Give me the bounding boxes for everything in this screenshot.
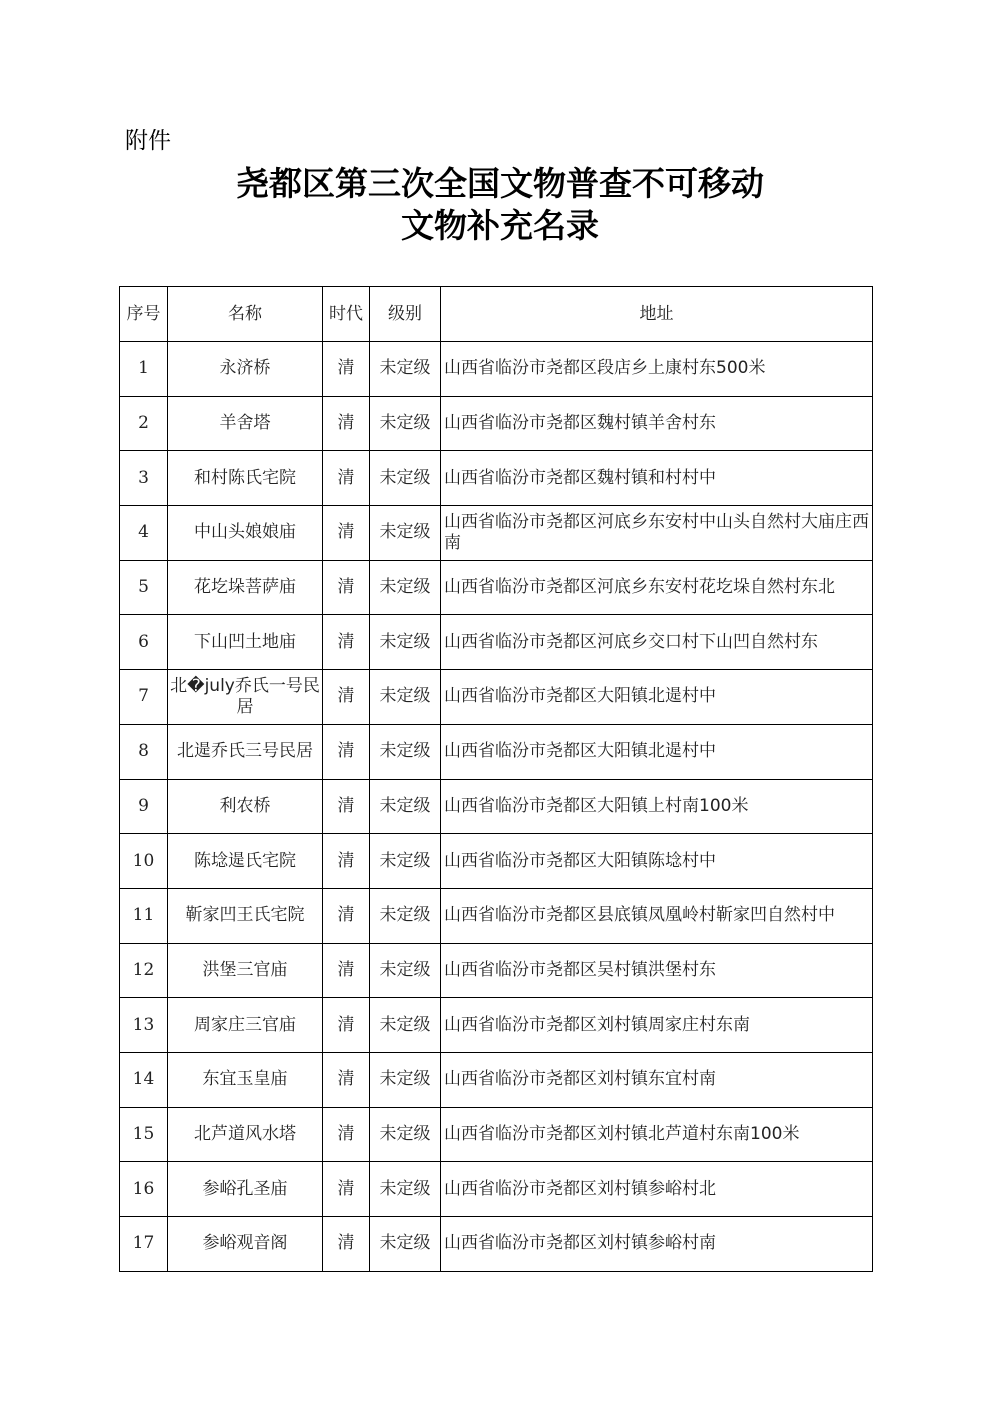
table-cell-name: 花圪垛菩萨庙 bbox=[168, 560, 323, 615]
table-row bbox=[120, 506, 873, 561]
title-line-2: 文物补充名录 bbox=[401, 206, 599, 245]
header-name: 名称 bbox=[168, 287, 323, 342]
table-cell-level: 未定级 bbox=[370, 779, 441, 834]
table-cell-address: 山西省临汾市尧都区县底镇凤凰岭村靳家凹自然村中 bbox=[441, 888, 873, 943]
table-cell-name: 中山头娘娘庙 bbox=[168, 506, 323, 561]
title-line-1: 尧都区第三次全国文物普查不可移动 bbox=[236, 164, 764, 203]
table-cell-index: 16 bbox=[120, 1162, 168, 1217]
table-cell-era: 清 bbox=[323, 834, 370, 889]
table-cell-era: 清 bbox=[323, 1217, 370, 1272]
table-cell-address: 山西省临汾市尧都区大阳镇北遈村中 bbox=[441, 724, 873, 779]
table-cell-level: 未定级 bbox=[370, 396, 441, 451]
table-cell-level: 未定级 bbox=[370, 888, 441, 943]
table-row bbox=[120, 724, 873, 779]
table-cell-level: 未定级 bbox=[370, 506, 441, 561]
table-cell-index: 9 bbox=[120, 779, 168, 834]
table-cell-name: 陈埝遈氏宅院 bbox=[168, 834, 323, 889]
table-cell-name: 洪堡三官庙 bbox=[168, 943, 323, 998]
table-cell-address: 山西省临汾市尧都区大阳镇上村南100米 bbox=[441, 779, 873, 834]
table-header-row bbox=[120, 287, 873, 342]
table-cell-name: 下山凹土地庙 bbox=[168, 615, 323, 670]
header-era: 时代 bbox=[323, 287, 370, 342]
table-cell-address: 山西省临汾市尧都区刘村镇北芦道村东南100米 bbox=[441, 1107, 873, 1162]
table-cell-era: 清 bbox=[323, 724, 370, 779]
table-cell-level: 未定级 bbox=[370, 1217, 441, 1272]
table-row bbox=[120, 615, 873, 670]
table-cell-address: 山西省临汾市尧都区段店乡上康村东500米 bbox=[441, 342, 873, 397]
table-cell-level: 未定级 bbox=[370, 560, 441, 615]
table-cell-name: 参峪孔圣庙 bbox=[168, 1162, 323, 1217]
table-cell-address: 山西省临汾市尧都区魏村镇羊舍村东 bbox=[441, 396, 873, 451]
table-cell-index: 17 bbox=[120, 1217, 168, 1272]
table-cell-level: 未定级 bbox=[370, 1107, 441, 1162]
table-cell-level: 未定级 bbox=[370, 342, 441, 397]
table-cell-name: 永济桥 bbox=[168, 342, 323, 397]
table-cell-level: 未定级 bbox=[370, 451, 441, 506]
table-cell-address: 山西省临汾市尧都区大阳镇北遈村中 bbox=[441, 670, 873, 725]
table-cell-level: 未定级 bbox=[370, 834, 441, 889]
table-cell-level: 未定级 bbox=[370, 998, 441, 1053]
table-cell-era: 清 bbox=[323, 1052, 370, 1107]
table-cell-index: 10 bbox=[120, 834, 168, 889]
table-row bbox=[120, 342, 873, 397]
table-row bbox=[120, 1217, 873, 1272]
attachment-label: 附件 bbox=[125, 128, 171, 154]
table-cell-address: 山西省临汾市尧都区刘村镇周家庄村东南 bbox=[441, 998, 873, 1053]
table-cell-address: 山西省临汾市尧都区刘村镇参峪村北 bbox=[441, 1162, 873, 1217]
table-cell-address: 山西省临汾市尧都区吴村镇洪堡村东 bbox=[441, 943, 873, 998]
table-cell-era: 清 bbox=[323, 1162, 370, 1217]
table-cell-era: 清 bbox=[323, 888, 370, 943]
table-cell-name: 北芦道风水塔 bbox=[168, 1107, 323, 1162]
table-cell-index: 14 bbox=[120, 1052, 168, 1107]
table-cell-address: 山西省临汾市尧都区魏村镇和村村中 bbox=[441, 451, 873, 506]
table-cell-era: 清 bbox=[323, 396, 370, 451]
table-cell-name: 利农桥 bbox=[168, 779, 323, 834]
table-cell-index: 3 bbox=[120, 451, 168, 506]
table-cell-era: 清 bbox=[323, 779, 370, 834]
table-cell-name: 东宜玉皇庙 bbox=[168, 1052, 323, 1107]
table-cell-index: 12 bbox=[120, 943, 168, 998]
table-row bbox=[120, 834, 873, 889]
table-cell-era: 清 bbox=[323, 560, 370, 615]
table-cell-era: 清 bbox=[323, 342, 370, 397]
table-cell-address: 山西省临汾市尧都区刘村镇东宜村南 bbox=[441, 1052, 873, 1107]
table-row bbox=[120, 998, 873, 1053]
header-level: 级别 bbox=[370, 287, 441, 342]
table-cell-level: 未定级 bbox=[370, 943, 441, 998]
table-cell-era: 清 bbox=[323, 451, 370, 506]
table-row bbox=[120, 396, 873, 451]
table-cell-era: 清 bbox=[323, 615, 370, 670]
table-cell-level: 未定级 bbox=[370, 724, 441, 779]
table-cell-address: 山西省临汾市尧都区刘村镇参峪村南 bbox=[441, 1217, 873, 1272]
table-cell-index: 6 bbox=[120, 615, 168, 670]
table-row bbox=[120, 1162, 873, 1217]
table-row bbox=[120, 1107, 873, 1162]
table-cell-name: 北遈乔氏三号民居 bbox=[168, 724, 323, 779]
table-cell-address: 山西省临汾市尧都区大阳镇陈埝村中 bbox=[441, 834, 873, 889]
table-cell-level: 未定级 bbox=[370, 1162, 441, 1217]
table-cell-address: 山西省临汾市尧都区河底乡东安村花圪垛自然村东北 bbox=[441, 560, 873, 615]
table-cell-name: 周家庄三官庙 bbox=[168, 998, 323, 1053]
table-cell-index: 13 bbox=[120, 998, 168, 1053]
table-cell-era: 清 bbox=[323, 670, 370, 725]
table-cell-index: 2 bbox=[120, 396, 168, 451]
document-title bbox=[0, 163, 1000, 247]
table-row bbox=[120, 943, 873, 998]
table-cell-index: 15 bbox=[120, 1107, 168, 1162]
table-cell-era: 清 bbox=[323, 998, 370, 1053]
table-cell-index: 5 bbox=[120, 560, 168, 615]
table-row bbox=[120, 560, 873, 615]
table-row bbox=[120, 779, 873, 834]
table-cell-level: 未定级 bbox=[370, 1052, 441, 1107]
table-row bbox=[120, 451, 873, 506]
table-cell-address: 山西省临汾市尧都区河底乡东安村中山头自然村大庙庄西南 bbox=[441, 506, 873, 561]
table-cell-name: 和村陈氏宅院 bbox=[168, 451, 323, 506]
table-row bbox=[120, 1052, 873, 1107]
table-cell-name: 靳家凹王氏宅院 bbox=[168, 888, 323, 943]
table-cell-era: 清 bbox=[323, 1107, 370, 1162]
header-index: 序号 bbox=[120, 287, 168, 342]
table-cell-era: 清 bbox=[323, 506, 370, 561]
table-cell-index: 11 bbox=[120, 888, 168, 943]
table-cell-name: 羊舍塔 bbox=[168, 396, 323, 451]
table-row bbox=[120, 670, 873, 725]
table-cell-name: 北�july乔氏一号民居 bbox=[168, 670, 323, 725]
table-cell-index: 8 bbox=[120, 724, 168, 779]
table-cell-index: 7 bbox=[120, 670, 168, 725]
table-cell-index: 1 bbox=[120, 342, 168, 397]
relics-table bbox=[119, 286, 873, 1272]
table-cell-level: 未定级 bbox=[370, 670, 441, 725]
header-address: 地址 bbox=[441, 287, 873, 342]
table-cell-level: 未定级 bbox=[370, 615, 441, 670]
table-row bbox=[120, 888, 873, 943]
table-cell-name: 参峪观音阁 bbox=[168, 1217, 323, 1272]
table-cell-index: 4 bbox=[120, 506, 168, 561]
table-cell-era: 清 bbox=[323, 943, 370, 998]
table-cell-address: 山西省临汾市尧都区河底乡交口村下山凹自然村东 bbox=[441, 615, 873, 670]
